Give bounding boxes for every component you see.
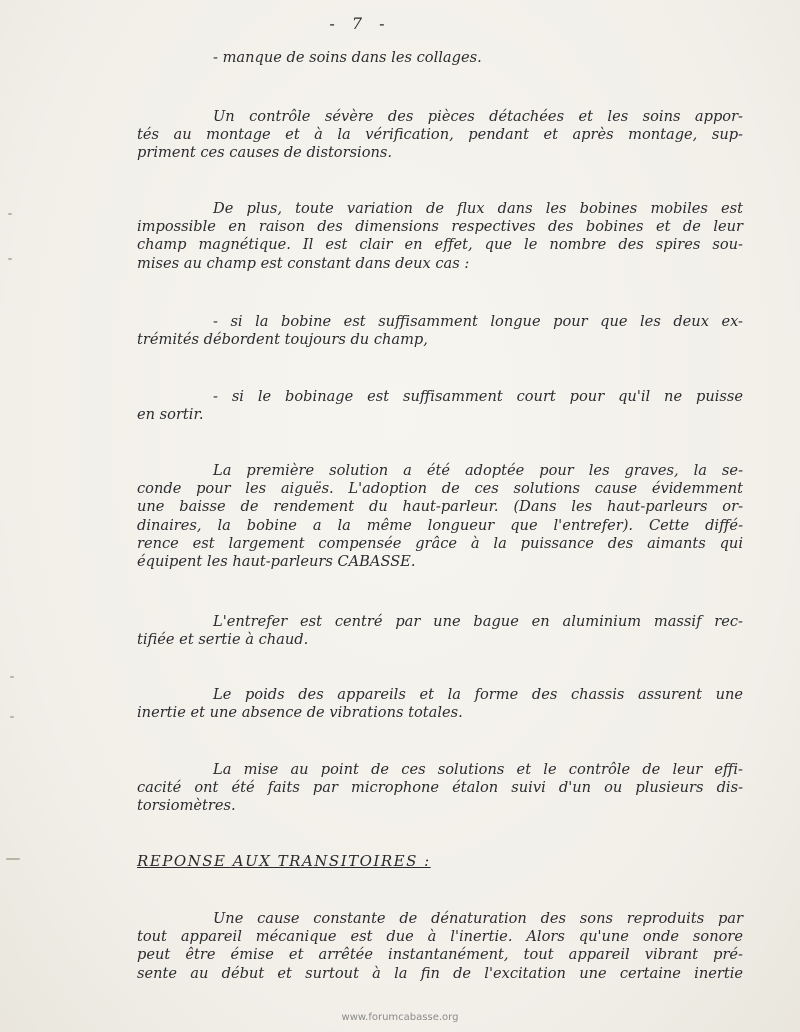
text-line: - si la bobine est suffisamment longue pour que les deux ex- <box>213 313 743 330</box>
text-line: sente au début et surtout à la fin de l'excitation une certaine inertie <box>137 964 743 982</box>
paragraph-7 <box>137 613 743 649</box>
text-line: Une cause constante de dénaturation des sons reproduits par <box>213 910 743 927</box>
watermark: www.forumcabasse.org <box>341 1012 459 1023</box>
page-number: - 7 - <box>329 14 391 33</box>
text-line: La mise au point de ces solutions et le contrôle de leur effi- <box>213 761 743 778</box>
scan-speck <box>8 258 12 260</box>
text-line: équipent les haut-parleurs CABASSE. <box>137 553 416 571</box>
paragraph-3 <box>137 200 743 273</box>
text-line: impossible en raison des dimensions respectives des bobines et de leur <box>137 218 743 236</box>
paragraph-8 <box>137 686 743 722</box>
text-line: conde pour les aiguës. L'adoption de ces solutions cause évidemment <box>137 480 743 498</box>
text-line: une baisse de rendement du haut-parleur. (Dans les haut-parleurs or- <box>137 498 743 516</box>
text-line: De plus, toute variation de flux dans les bobines mobiles est <box>213 200 743 217</box>
text-line: - si le bobinage est suffisamment court pour qu'il ne puisse <box>213 388 743 405</box>
text-line: en sortir. <box>137 406 204 424</box>
section-heading: REPONSE AUX TRANSITOIRES : <box>137 852 431 870</box>
scan-speck <box>10 716 14 718</box>
paragraph-4 <box>137 313 743 349</box>
paragraph-9 <box>137 761 743 816</box>
paragraph-2 <box>137 108 743 163</box>
text-line: tifiée et sertie à chaud. <box>137 631 309 649</box>
scan-speck <box>10 676 14 678</box>
paragraph-5 <box>137 388 743 424</box>
paragraph-10 <box>137 910 743 983</box>
text-line: peut être émise et arrêtée instantanément, tout appareil vibrant pré- <box>137 946 743 964</box>
text-line: cacité ont été faits par microphone étalon suivi d'un ou plusieurs dis- <box>137 779 743 797</box>
text-line: L'entrefer est centré par une bague en aluminium massif rec- <box>213 613 743 630</box>
scan-speck <box>8 213 12 215</box>
text-line: dinaires, la bobine a la même longueur que l'entrefer). Cette diffé- <box>137 516 743 534</box>
text-line: Un contrôle sévère des pièces détachées et les soins appor- <box>213 108 743 125</box>
paragraph-6 <box>137 462 743 571</box>
text-line: priment ces causes de distorsions. <box>137 144 393 162</box>
text-line: Le poids des appareils et la forme des chassis assurent une <box>213 686 743 703</box>
text-line: trémités débordent toujours du champ, <box>137 331 428 349</box>
text-line: torsiomètres. <box>137 797 236 815</box>
text-line: rence est largement compensée grâce à la puissance des aimants qui <box>137 534 743 552</box>
text-line: La première solution a été adoptée pour les graves, la se- <box>213 462 743 479</box>
text-line: - manque de soins dans les collages. <box>213 49 482 66</box>
text-line: tout appareil mécanique est due à l'inertie. Alors qu'une onde sonore <box>137 928 743 946</box>
text-line: inertie et une absence de vibrations totales. <box>137 704 463 722</box>
scan-speck <box>6 858 20 860</box>
text-line: mises au champ est constant dans deux cas : <box>137 254 470 272</box>
text-line: champ magnétique. Il est clair en effet, que le nombre des spires sou- <box>137 236 743 254</box>
paragraph-1 <box>137 49 743 67</box>
text-line: tés au montage et à la vérification, pendant et après montage, sup- <box>137 126 743 144</box>
